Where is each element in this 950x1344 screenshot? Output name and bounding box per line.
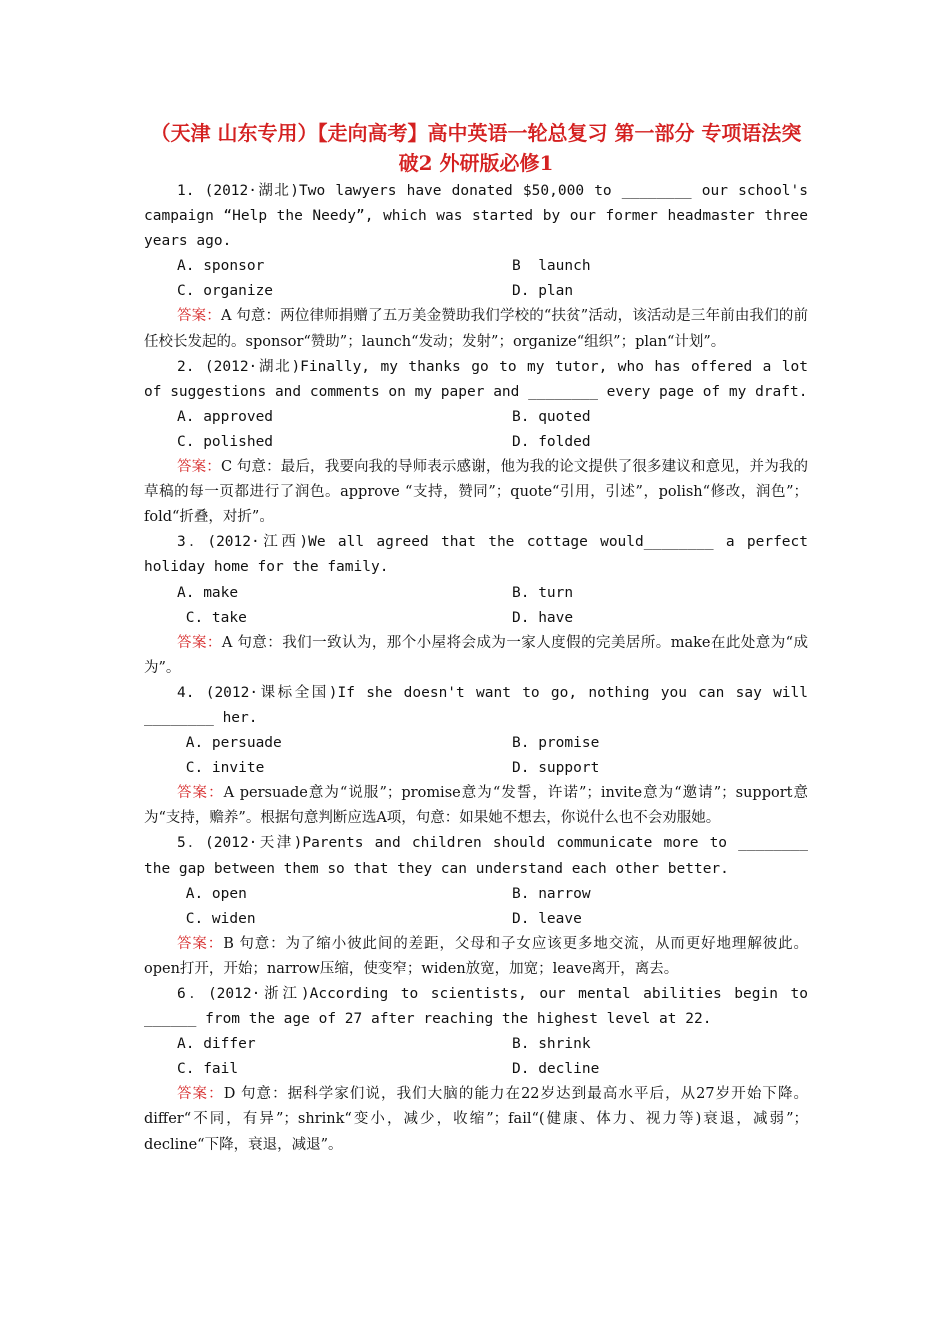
answer-block [144,932,808,982]
question-options [144,1032,808,1082]
question-1 [144,179,808,355]
option-a: A. make [177,584,239,601]
answer-label: 答案： [177,459,221,476]
answer-text: A 句意：我们一致认为，那个小屋将会成为一家人度假的完美居所。make在此处意为“成为”。 [144,634,808,676]
option-b: B. shrink [512,1036,591,1053]
question-stem: 2. (2012·湖北)Finally, my thanks go to my tutor, who has offered a lot of suggestions and comments on my paper and ________ every page of my draft. [144,358,808,400]
answer-text: A persuade意为“说服”；promise意为“发誓，许诺”；invite意为“邀请”；support意为“支持，赡养”。根据句意判断应选A项，句意：如果她不想去，你说什么也不会劝服她。 [144,785,809,827]
answer-block [144,304,808,354]
option-c: C. organize [177,283,274,300]
question-options [144,581,808,631]
answer-text: D 句意：据科学家们说，我们大脑的能力在22岁达到最高水平后，从27岁开始下降。differ“不同，有异”；shrink“变小，减少，收缩”；fail“(健康、体力、视力等)衰退，减弱”；decline“下降，衰退，减退”。 [144,1086,808,1153]
answer-block [144,455,808,530]
question-5 [144,831,808,982]
option-b: B launch [512,258,591,275]
option-d: D. support [512,760,600,777]
option-c: C. polished [177,433,274,450]
option-c: C. invite [177,760,265,777]
question-6 [144,982,808,1158]
answer-label: 答案： [177,785,224,802]
answer-label: 答案： [177,1086,224,1103]
answer-text: B 句意：为了缩小彼此间的差距，父母和子女应该更多地交流，从而更好地理解彼此。open打开，开始；narrow压缩，使变窄；widen放宽，加宽；leave离开，离去。 [144,935,809,977]
option-b: B. turn [512,584,574,601]
option-b: B. quoted [512,408,591,425]
question-4 [144,681,808,832]
question-3 [144,530,808,681]
question-options [144,405,808,455]
answer-text: C 句意：最后，我要向我的导师表示感谢，他为我的论文提供了很多建议和意见，并为我的草稿的每一页都进行了润色。approve “支持，赞同”；quote“引用，引述”，polish“修改，润色”；fold“折叠，对折”。 [144,459,809,526]
option-a: A. approved [177,408,274,425]
answer-label: 答案： [177,308,221,325]
option-d: D. have [512,609,574,626]
question-options [144,254,808,304]
question-stem: 5．(2012·天津)Parents and children should communicate more to ________ the gap between them so that they can understand each other better. [144,835,808,877]
option-d: D. plan [512,283,574,300]
answer-label: 答案： [177,935,224,952]
option-a: A. sponsor [177,258,265,275]
document-title: （天津 山东专用）【走向高考】高中英语一轮总复习 第一部分 专项语法突破2 外研版必修1 [150,121,802,175]
question-options [144,882,808,932]
question-options [144,731,808,781]
option-b: B. promise [512,735,600,752]
answer-block [144,1082,808,1157]
option-a: A. differ [177,1036,256,1053]
option-c: C. take [177,609,247,626]
option-d: D. decline [512,1061,600,1078]
question-stem: 1. (2012·湖北)Two lawyers have donated $50,000 to ________ our school's campaign “Help the Needy”, which was started by our former headmaster three years ago. [144,183,808,250]
question-stem: 3．(2012·江西)We all agreed that the cottage would________ a perfect holiday home for the family. [144,534,808,576]
option-c: C. fail [177,1061,239,1078]
option-d: D. leave [512,910,582,927]
answer-block [144,631,808,681]
question-stem: 6．(2012·浙江)According to scientists, our mental abilities begin to ______ from the age of 27 after reaching the highest level at 22. [144,986,808,1028]
option-a: A. persuade [177,735,282,752]
option-c: C. widen [177,910,256,927]
answer-text: A 句意：两位律师捐赠了五万美金赞助我们学校的“扶贫”活动，该活动是三年前由我们的前任校长发起的。sponsor“赞助”；launch“发动；发射”；organize“组织”；plan“计划”。 [144,308,809,350]
answer-block [144,781,808,831]
answer-label: 答案： [177,634,222,651]
question-2 [144,355,808,531]
option-a: A. open [177,885,247,902]
option-d: D. folded [512,433,591,450]
document-page [144,118,808,1158]
question-stem: 4. (2012·课标全国)If she doesn't want to go, nothing you can say will ________ her. [144,684,808,726]
option-b: B. narrow [512,885,591,902]
